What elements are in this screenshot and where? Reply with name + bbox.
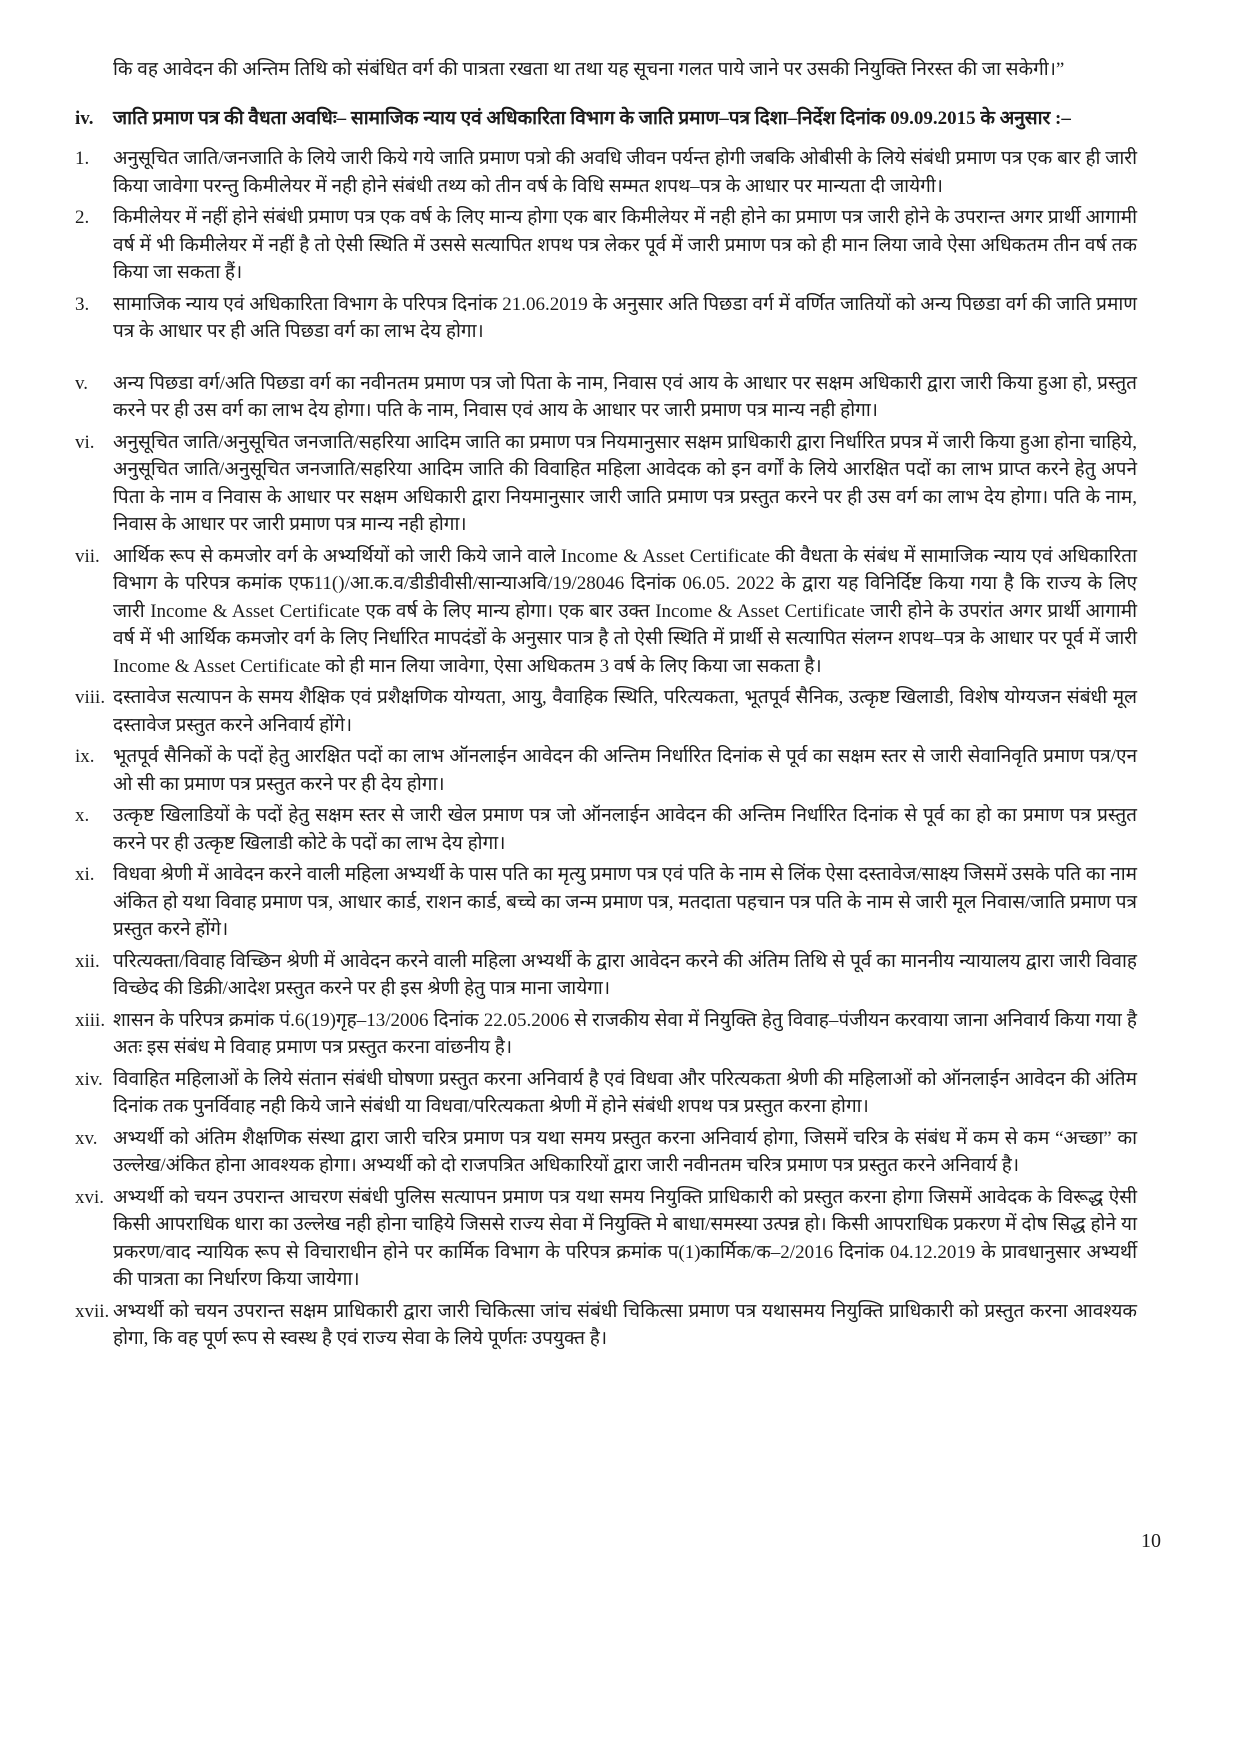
list-item-number: xii. — [75, 950, 100, 972]
list-item-xvi — [75, 1184, 1137, 1294]
list-item-text: विवाहित महिलाओं के लिये संतान संबंधी घोषणा प्रस्तुत करना अनिवार्य है एवं विधवा और परित्यकता श्रेणी की महिलाओं को ऑनलाईन आवेदन की अंतिम दिनांक तक पुनर्विवाह नही किये जाने संबंधी या विधवा/परित्यकता श्रेणी में होने संबंधी शपथ पत्र प्रस्तुत करना होगा। — [113, 1068, 1137, 1117]
list-item-text: अन्य पिछडा वर्ग/अति पिछडा वर्ग का नवीनतम प्रमाण पत्र जो पिता के नाम, निवास एवं आय के आधार पर सक्षम अधिकारी द्वारा जारी किया हुआ हो, प्रस्तुत करने पर ही उस वर्ग का लाभ देय होगा। पति के नाम, निवास एवं आय के आधार पर जारी प्रमाण पत्र मान्य नही होगा। — [113, 372, 1137, 421]
list-item-text: आर्थिक रूप से कमजोर वर्ग के अभ्यर्थियों को जारी किये जाने वाले Income & Asset Certificate की वैधता के संबंध में सामाजिक न्याय एवं अधिकारिता विभाग के परिपत्र कमांक एफ11()/आ.क.व/डीडीवीसी/सान्याअवि/19/28046 दिनांक 06.05. 2022 के द्वारा यह विनिर्दिष्ट किया गया है कि राज्य के लिए जारी Income & Asset Certificate एक वर्ष के लिए मान्य होगा। एक बार उक्त Income & Asset Certificate जारी होने के उपरांत अगर प्रार्थी आगामी वर्ष में भी आर्थिक कमजोर वर्ग के लिए निर्धारित मापदंडों के अनुसार पात्र है तो ऐसी स्थिति में प्रार्थी से सत्यापित संलग्न शपथ–पत्र के आधार पर पूर्व में जारी Income & Asset Certificate को ही मान लिया जावेगा, ऐसा अधिकतम 3 वर्ष के लिए किया जा सकता है। — [113, 545, 1137, 677]
list-item-text: सामाजिक न्याय एवं अधिकारिता विभाग के परिपत्र दिनांक 21.06.2019 के अनुसार अति पिछडा वर्ग में वर्णित जातियों को अन्य पिछडा वर्ग की जाति प्रमाण पत्र के आधार पर ही अति पिछडा वर्ग का लाभ देय होगा। — [113, 293, 1137, 342]
list-item-vi — [75, 429, 1137, 539]
list-item-text: विधवा श्रेणी में आवेदन करने वाली महिला अभ्यर्थी के पास पति का मृत्यु प्रमाण पत्र एवं पति के नाम से लिंक ऐसा दस्तावेज/साक्ष्य जिसमें उसके पति का नाम अंकित हो यथा विवाह प्रमाण पत्र, आधार कार्ड, राशन कार्ड, बच्चे का जन्म प्रमाण पत्र, मतदाता पहचान पत्र पति के नाम से जारी मूल निवास/जाति प्रमाण पत्र प्रस्तुत करने होंगे। — [113, 864, 1137, 940]
list-item-xv — [75, 1125, 1137, 1180]
list-item-text: दस्तावेज सत्यापन के समय शैक्षिक एवं प्रशैक्षणिक योग्यता, आयु, वैवाहिक स्थिति, परित्यकता, भूतपूर्व सैनिक, उत्कृष्ट खिलाडी, विशेष योग्यजन संबंधी मूल दस्तावेज प्रस्तुत करने अनिवार्य होंगे। — [113, 687, 1137, 736]
list-item-number: v. — [75, 372, 89, 394]
intro-paragraph: कि वह आवेदन की अन्तिम तिथि को संबंधित वर्ग की पात्रता रखता था तथा यह सूचना गलत पाये जाने पर उसकी नियुक्ति निरस्त की जा सकेगी।” — [113, 59, 1065, 80]
list-item-number: 2. — [75, 207, 90, 228]
list-item-number: xvi. — [75, 1186, 105, 1208]
list-item-number: vi. — [75, 431, 95, 453]
list-item-number: 3. — [75, 293, 90, 315]
list-item-number: x. — [75, 805, 90, 826]
section-heading-iv — [75, 105, 1137, 133]
list-item-ix — [75, 743, 1137, 798]
list-item-xvii — [75, 1298, 1137, 1353]
list-item-2 — [75, 204, 1137, 287]
list-item-text: भूतपूर्व सैनिकों के पदों हेतु आरक्षित पदों का लाभ ऑनलाईन आवेदन की अन्तिम निर्धारित दिनांक से पूर्व का सक्षम स्तर से जारी सेवानिवृति प्रमाण पत्र/एन ओ सी का प्रमाण पत्र प्रस्तुत करने पर ही देय होगा। — [113, 746, 1137, 795]
list-item-text: अभ्यर्थी को अंतिम शैक्षणिक संस्था द्वारा जारी चरित्र प्रमाण पत्र यथा समय प्रस्तुत करना अनिवार्य होगा, जिसमें चरित्र के संबंध में कम से कम “अच्छा” का उल्लेख/अंकित होना आवश्यक होगा। अभ्यर्थी को दो राजपत्रित अधिकारियों द्वारा जारी नवीनतम चरित्र प्रमाण पत्र प्रस्तुत करने अनिवार्य है। — [113, 1127, 1137, 1176]
list-item-xiv — [75, 1066, 1137, 1121]
list-item-number: xi. — [75, 864, 95, 885]
list-item-v — [75, 370, 1137, 425]
list-item-text: उत्कृष्ट खिलाडियों के पदों हेतु सक्षम स्तर से जारी खेल प्रमाण पत्र जो ऑनलाईन आवेदन की अन्तिम निर्धारित दिनांक से पूर्व का हो का प्रमाण पत्र प्रस्तुत करने पर ही उत्कृष्ट खिलाडी कोटे के पदों का लाभ देय होगा। — [113, 805, 1137, 854]
list-item-number: ix. — [75, 746, 95, 767]
page-number: 10 — [1141, 1530, 1161, 1552]
section-heading-text: जाति प्रमाण पत्र की वैधता अवधिः– सामाजिक न्याय एवं अधिकारिता विभाग के जाति प्रमाण–पत्र दिशा–निर्देश दिनांक 09.09.2015 के अनुसार :– — [113, 107, 1071, 129]
list-item-x — [75, 802, 1137, 857]
list-item-3 — [75, 291, 1137, 346]
list-item-text: अभ्यर्थी को चयन उपरान्त आचरण संबंधी पुलिस सत्यापन प्रमाण पत्र यथा समय नियुक्ति प्राधिकारी को प्रस्तुत करना होगा जिसमें आवेदक के विरूद्ध ऐसी किसी आपराधिक धारा का उल्लेख नही होना चाहिये जिससे राज्य सेवा में नियुक्ति मे बाधा/समस्या उत्पन्न हो। किसी आपराधिक प्रकरण में दोष सिद्ध होने या प्रकरण/वाद न्यायिक रूप से विचाराधीन होने पर कार्मिक विभाग के परिपत्र क्रमांक प(1)कार्मिक/क–2/2016 दिनांक 04.12.2019 के प्रावधानुसार अभ्यर्थी की पात्रता का निर्धारण किया जायेगा। — [113, 1186, 1137, 1290]
list-item-1 — [75, 145, 1137, 200]
list-item-text: शासन के परिपत्र क्रमांक पं.6(19)गृह–13/2006 दिनांक 22.05.2006 से राजकीय सेवा में नियुक्ति हेतु विवाह–पंजीयन करवाया जाना अनिवार्य किया गया है अतः इस संबंध मे विवाह प्रमाण पत्र प्रस्तुत करना वांछनीय है। — [113, 1009, 1137, 1058]
list-item-number: xiii. — [75, 1009, 106, 1031]
list-item-viii — [75, 684, 1137, 739]
list-item-text: किमीलेयर में नहीं होने संबंधी प्रमाण पत्र एक वर्ष के लिए मान्य होगा एक बार किमीलेयर में नही होने का प्रमाण पत्र जारी होने के उपरान्त अगर प्रार्थी आगामी वर्ष में भी किमीलेयर में नहीं है तो ऐसी स्थिति में उससे सत्यापित शपथ पत्र लेकर पूर्व में जारी प्रमाण पत्र को ही मान लिया जावे ऐसा अधिकतम तीन वर्ष तक किया जा सकता हैं। — [113, 207, 1137, 283]
list-item-number: vii. — [75, 545, 100, 567]
list-item-xiii — [75, 1007, 1137, 1062]
list-item-text: अभ्यर्थी को चयन उपरान्त सक्षम प्राधिकारी द्वारा जारी चिकित्सा जांच संबंधी चिकित्सा प्रमाण पत्र यथासमय नियुक्ति प्राधिकारी को प्रस्तुत करना आवश्यक होगा, कि वह पूर्ण रूप से स्वस्थ है एवं राज्य सेवा के लिये पूर्णतः उपयुक्त है। — [113, 1300, 1137, 1349]
section-heading-number: iv. — [75, 107, 94, 129]
list-item-text: अनुसूचित जाति/जनजाति के लिये जारी किये गये जाति प्रमाण पत्रो की अवधि जीवन पर्यन्त होगी जबकि ओबीसी के लिये संबंधी प्रमाण पत्र एक बार ही जारी किया जावेगा परन्तु किमीलेयर में नही होने संबंधी तथ्य को तीन वर्ष के विधि सम्मत शपथ–पत्र के आधार पर मान्यता दी जायेगी। — [113, 148, 1137, 197]
list-item-text: परित्यक्ता/विवाह विच्छिन श्रेणी में आवेदन करने वाली महिला अभ्यर्थी के द्वारा आवेदन करने की अंतिम तिथि से पूर्व का माननीय न्यायालय द्वारा जारी विवाह विच्छेद की डिक्री/आदेश प्रस्तुत करने पर ही इस श्रेणी हेतु पात्र माना जायेगा। — [113, 950, 1137, 999]
list-item-number: xiv. — [75, 1068, 103, 1090]
list-item-vii — [75, 543, 1137, 681]
list-item-number: 1. — [75, 148, 90, 169]
list-item-xi — [75, 861, 1137, 944]
list-item-xii — [75, 948, 1137, 1003]
list-item-number: xvii. — [75, 1300, 110, 1322]
list-item-number: xv. — [75, 1127, 98, 1149]
list-item-number: viii. — [75, 687, 106, 708]
list-item-text: अनुसूचित जाति/अनुसूचित जनजाति/सहरिया आदिम जाति का प्रमाण पत्र नियमानुसार सक्षम प्राधिकारी द्वारा निर्धारित प्रपत्र में जारी किया हुआ होना चाहिये, अनुसूचित जाति/अनुसूचित जनजाति/सहरिया आदिम जाति की विवाहित महिला आवेदक को इन वर्गों के लिये आरक्षित पदों का लाभ प्राप्त करने हेतु अपने पिता के नाम व निवास के आधार पर सक्षम अधिकारी द्वारा नियमानुसार जारी जाति प्रमाण पत्र प्रस्तुत करने पर ही उस वर्ग का लाभ देय होगा। पति के नाम, निवास के आधार पर जारी प्रमाण पत्र मान्य नही होगा। — [113, 431, 1137, 535]
